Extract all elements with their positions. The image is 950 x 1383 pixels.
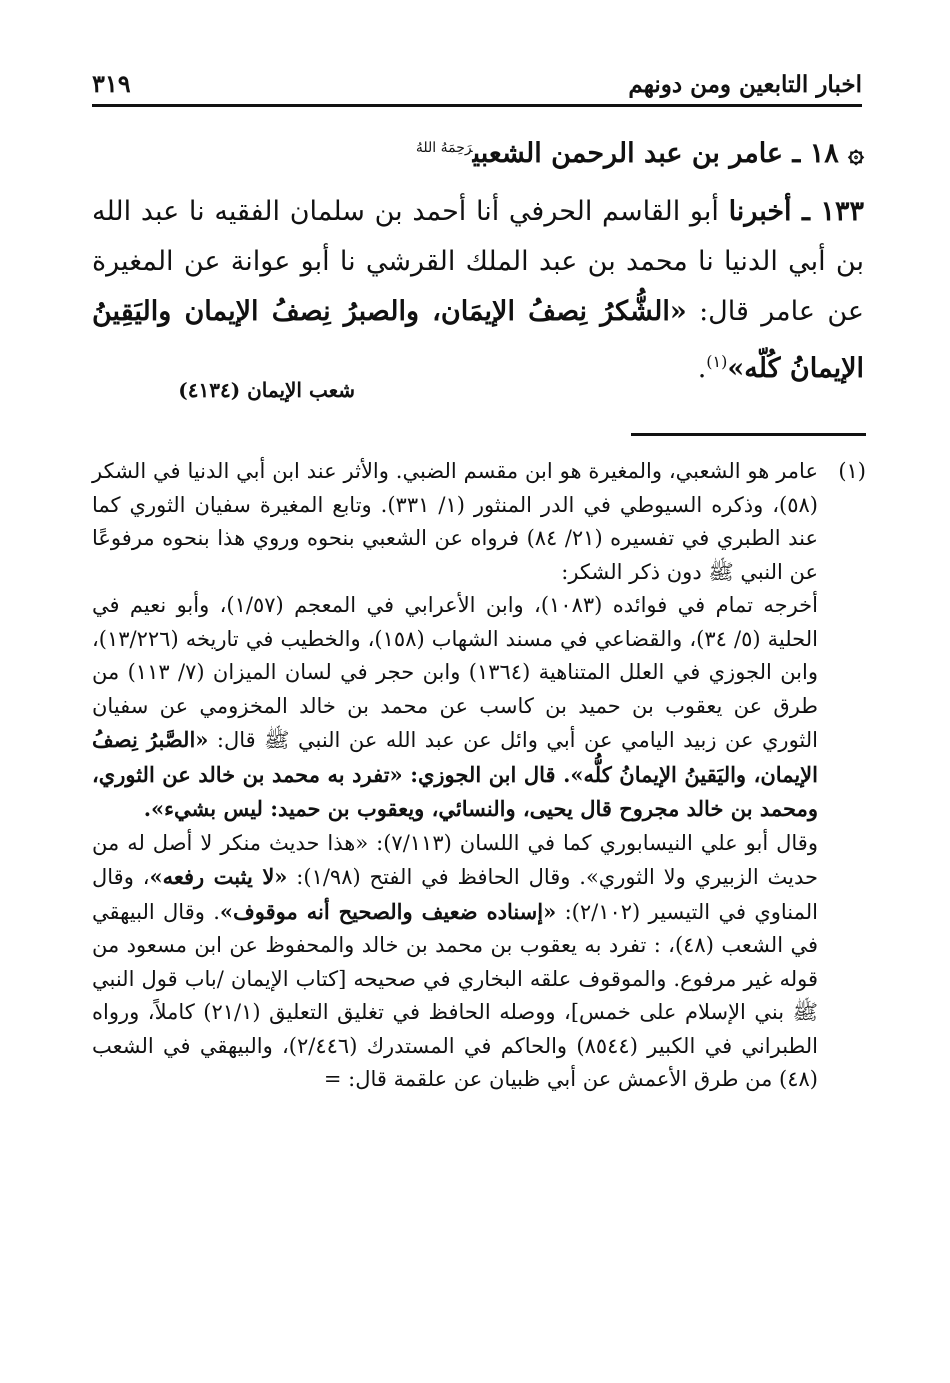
running-title: اخبار التابعين ومن دونهم bbox=[628, 71, 862, 98]
footnote-divider bbox=[631, 433, 866, 436]
footnote-p2-text: أخرجه تمام في فوائده (١٠٨٣)، وابن الأعرابي في المعجم (١/٥٧)، وأبو نعيم في الحلية (٥/ ٣٤)، والقضاعي في مسند الشهاب (١٥٨)، والخطيب في تاريخه (١٣/٢٢٦)، وابن الجوزي في العلل المتناهية (١٣٦٤) وابن حجر في لسان الميزان (٧/ ١١٣) من طرق عن يعقوب بن حميد بن كاسب عن محمد بن خالد المخزومي عن سفيان الثوري عن زبيد اليامي عن أبي وائل عن عبد الله عن النبي ﷺ قال: bbox=[92, 593, 819, 752]
hadith-number: ١٣٣ ـ أخبرنا bbox=[728, 196, 864, 227]
page-number: ٣١٩ bbox=[92, 69, 131, 98]
footnote-number: (١) bbox=[838, 459, 866, 483]
hadith-quote: «الشُّكرُ نِصفُ الإيمَان، والصبرُ نِصفُ الإيمان واليَقِينُ الإيمانُ كُلّه» bbox=[92, 296, 864, 384]
section-title-text: ۞ ١٨ ـ عامر بن عبد الرحمن الشعبي bbox=[472, 138, 864, 169]
footnote-p3-text-c: ، وقال المناوي في التيسير (٢/١٠٢): bbox=[92, 865, 818, 924]
footnote-paragraph-1: عامر هو الشعبي، والمغيرة هو ابن مقسم الضبي. والأثر عند ابن أبي الدنيا في الشكر (٥٨)، وذكره السيوطي في الدر المنثور (١/ ٣٣١). وتابع المغيرة سفيان الثوري كما عند الطبري في تفسيره (٢١/ ٨٤) فرواه عن الشعبي بنحوه وروي هذا بنحوه مرفوعًا عن النبي ﷺ دون ذكر الشكر: bbox=[92, 459, 818, 584]
hadith-narration: أبو القاسم الحرفي أنا أحمد بن سلمان الفقيه نا عبد الله بن أبي الدنيا نا محمد بن عبد الملك القرشي نا أبو عوانة عن المغيرة عن عامر قال: bbox=[92, 196, 864, 327]
footnote-p3-text-a: وقال أبو علي النيسابوري كما في اللسان (٧/١١٣): «هذا حديث منكر لا أصل له من حديث الزبيري ولا الثوري». وقال الحافظ في الفتح (١/٩٨): bbox=[92, 830, 818, 889]
footnote-reference: (١) bbox=[706, 352, 728, 371]
footnote-body bbox=[92, 455, 818, 1097]
footnote-p3-bold-2: «إسناده ضعيف والصحيح أنه موقوف» bbox=[219, 898, 557, 924]
footnote-paragraph-3 bbox=[92, 827, 818, 1097]
source-reference: شعب الإيمان (٤١٣٤) bbox=[178, 378, 355, 402]
footnote-p2-quote: «الصَّبرُ نِصفُ الإيمان، واليَقينُ الإيمانُ كلُّه». قال ابن الجوزي: «تفرد به محمد بن خالد عن الثوري، ومحمد بن خالد مجروح قال يحيى، والنسائي، ويعقوب بن حميد: ليس بشيء». bbox=[92, 727, 818, 821]
footnote-p3-bold-1: «لا يثبت رفعه» bbox=[149, 864, 288, 889]
footnote-p3-text-d: . وقال البيهقي في الشعب (٤٨)، : تفرد به يعقوب بن محمد بن خالد والمحفوظ عن ابن مسعود من قوله غير مرفوع. والموقوف علقه البخاري في صحيحه [كتاب الإيمان /باب قول النبي ﷺ بني الإسلام على خمس]، ووصله الحافظ في تغليق التعليق (٢١/١) كاملاً، ورواه الطبراني في الكبير (٨٥٤٤) والحاكم في المستدرك (٢/٤٤٦)، والبيهقي في الشعب (٤٨) من طرق الأعمش عن أبي ظبيان عن علقمة قال: = bbox=[92, 899, 818, 1091]
hadith-text bbox=[92, 187, 864, 394]
footnote-paragraph-2 bbox=[92, 589, 818, 827]
honorific-text: رَحِمَهُ اللهُ bbox=[415, 140, 473, 156]
footnotes bbox=[92, 455, 866, 1097]
hadith-end: . bbox=[697, 353, 707, 384]
section-heading bbox=[90, 138, 864, 169]
page-header bbox=[92, 58, 862, 107]
footnote-item bbox=[92, 455, 866, 1097]
